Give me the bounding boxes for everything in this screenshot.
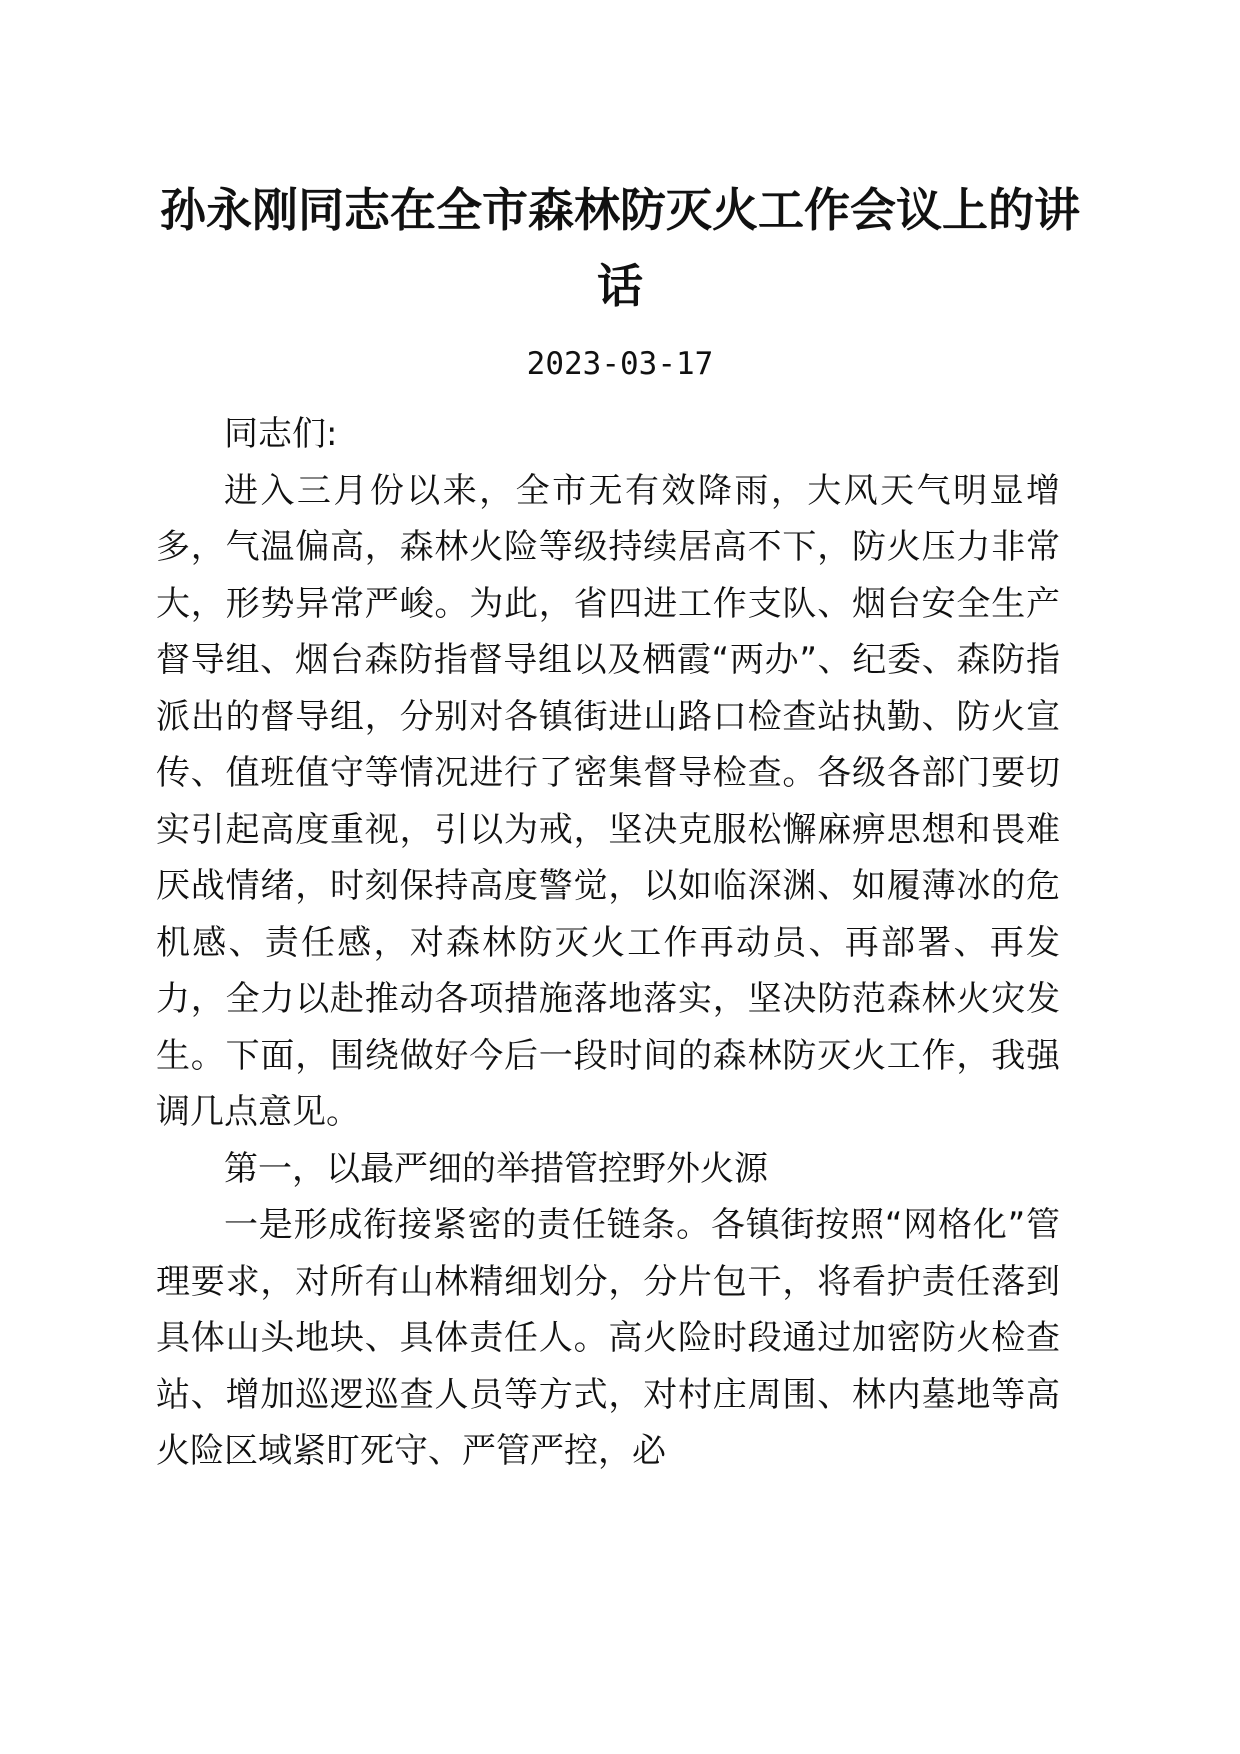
document-body bbox=[156, 406, 1060, 1480]
body-paragraph: 进入三月份以来，全市无有效降雨，大风天气明显增多，气温偏高，森林火险等级持续居高不下，防火压力非常大，形势异常严峻。为此，省四进工作支队、烟台安全生产督导组、烟台森防指督导组以及栖霞“两办”、纪委、森防指派出的督导组，分别对各镇街进山路口检查站执勤、防火宣传、值班值守等情况进行了密集督导检查。各级各部门要切实引起高度重视，引以为戒，坚决克服松懈麻痹思想和畏难厌战情绪，时刻保持高度警觉，以如临深渊、如履薄冰的危机感、责任感，对森林防灭火工作再动员、再部署、再发力，全力以赴推动各项措施落地落实，坚决防范森林火灾发生。下面，围绕做好今后一段时间的森林防灭火工作，我强调几点意见。 bbox=[156, 470, 1060, 1132]
section-heading: 第一，以最严细的举措管控野外火源 bbox=[224, 1148, 768, 1189]
section-paragraph: 一是形成衔接紧密的责任链条。各镇街按照“网格化”管理要求，对所有山林精细划分，分片包干，将看护责任落到具体山头地块、具体责任人。高火险时段通过加密防火检查站、增加巡逻巡查人员等方式，对村庄周围、林内墓地等高火险区域紧盯死守、严管严控，必 bbox=[156, 1205, 1060, 1471]
salutation: 同志们: bbox=[224, 414, 338, 454]
document-title: 孙永刚同志在全市森林防灭火工作会议上的讲话 bbox=[160, 183, 1080, 313]
document-date: 2023-03-17 bbox=[526, 346, 714, 382]
